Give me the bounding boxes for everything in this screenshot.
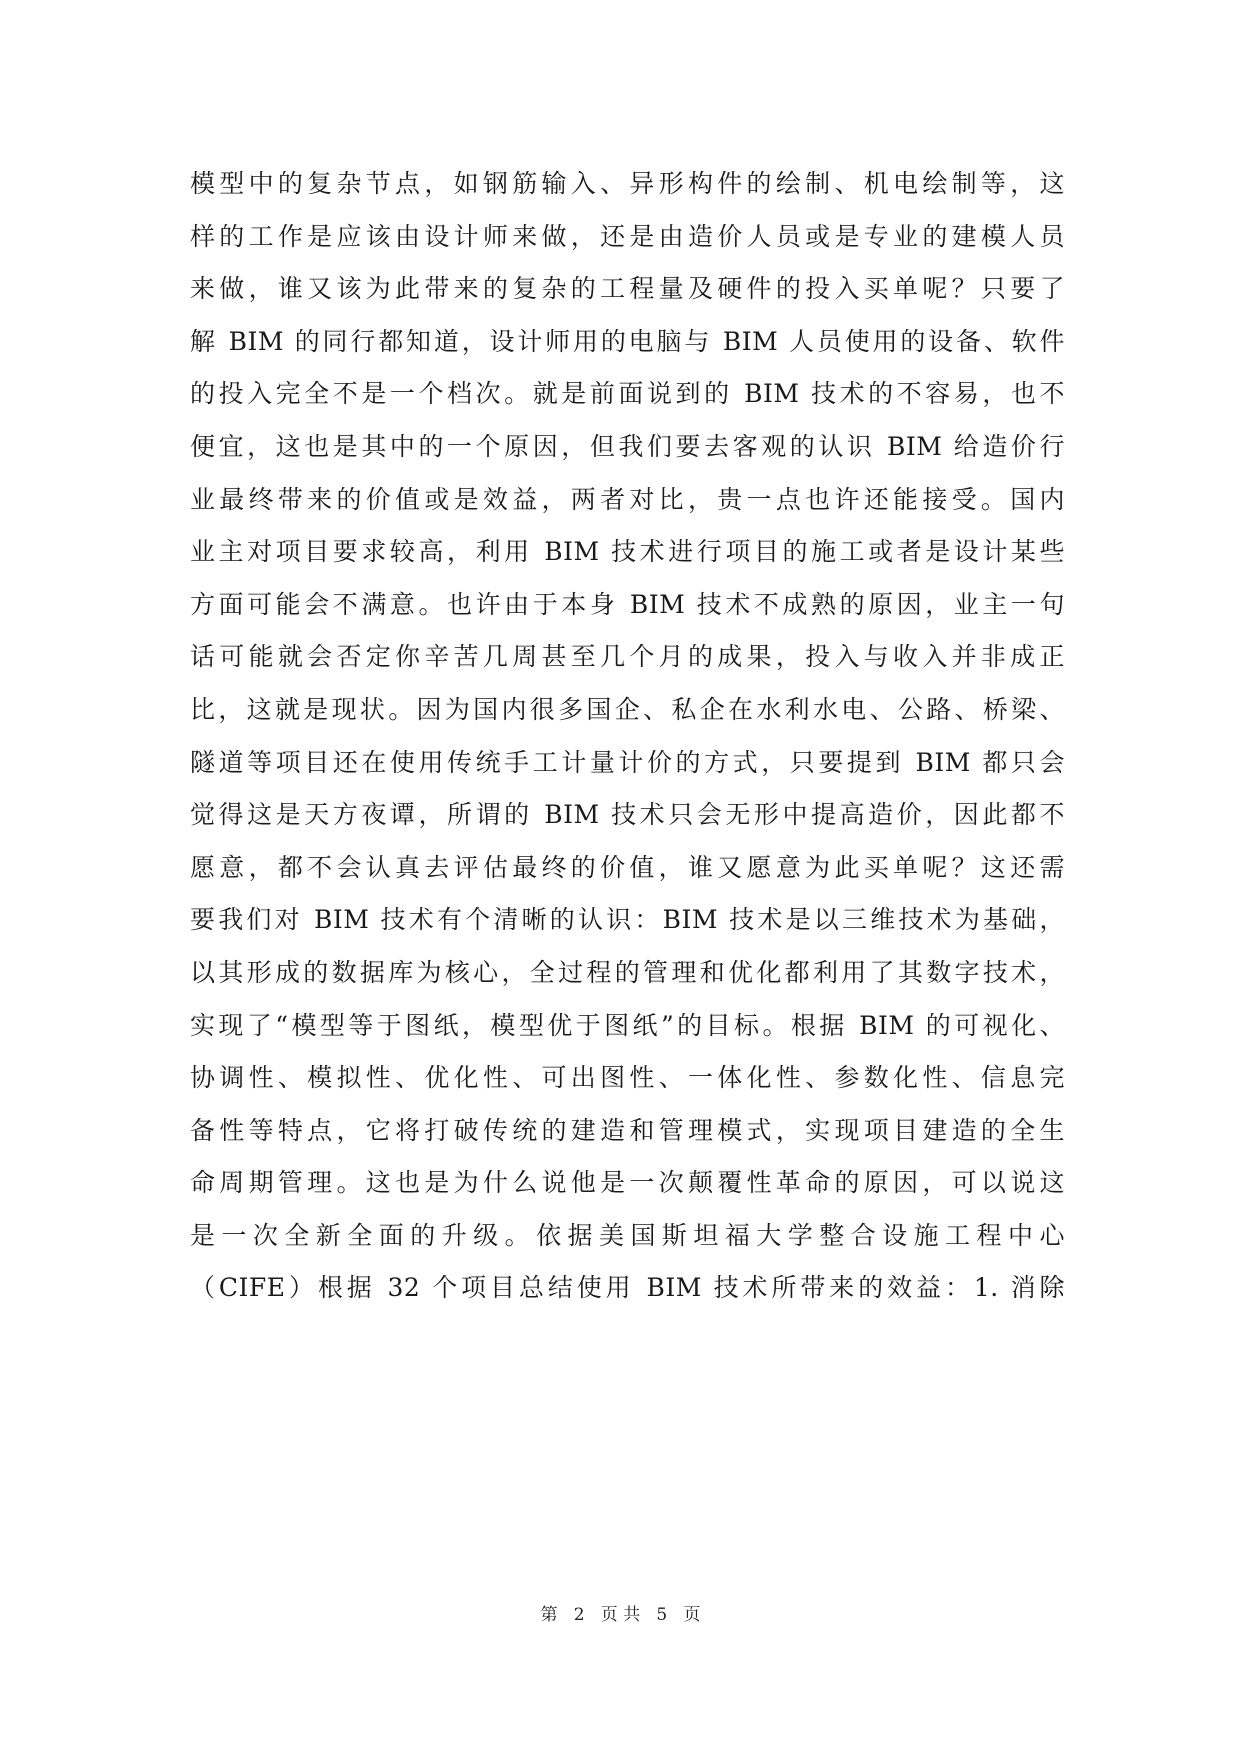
page-label-suffix: 页 bbox=[683, 1605, 701, 1625]
text-line-2: 样的工作是应该由设计师来做，还是由造价人员或是专业的建模人员 bbox=[190, 221, 1065, 251]
text-line-12: 隧道等项目还在使用传统手工计量计价的方式，只要提到 BIM 都只会 bbox=[190, 747, 1065, 777]
text-line-22: （CIFE）根据 32 个项目总结使用 BIM 技术所带来的效益：1. 消除 bbox=[190, 1273, 1065, 1303]
text-line-17: 实现了“模型等于图纸，模型优于图纸”的目标。根据 BIM 的可视化、 bbox=[190, 1010, 1065, 1040]
text-line-19: 备性等特点，它将打破传统的建造和管理模式，实现项目建造的全生 bbox=[190, 1115, 1065, 1145]
text-line-14: 愿意，都不会认真去评估最终的价值，谁又愿意为此买单呢？这还需 bbox=[190, 852, 1065, 882]
text-line-10: 话可能就会否定你辛苦几周甚至几个月的成果，投入与收入并非成正 bbox=[190, 642, 1065, 672]
text-line-5: 的投入完全不是一个档次。就是前面说到的 BIM 技术的不容易，也不 bbox=[190, 379, 1065, 409]
text-line-13: 觉得这是天方夜谭，所谓的 BIM 技术只会无形中提高造价，因此都不 bbox=[190, 800, 1065, 830]
text-line-6: 便宜，这也是其中的一个原因，但我们要去客观的认识 BIM 给造价行 bbox=[190, 431, 1065, 461]
text-line-20: 命周期管理。这也是为什么说他是一次颠覆性革命的原因，可以说这 bbox=[190, 1168, 1065, 1198]
current-page-number: 2 bbox=[573, 1605, 585, 1625]
total-pages-number: 5 bbox=[656, 1605, 668, 1625]
text-line-1: 模型中的复杂节点，如钢筋输入、异形构件的绘制、机电绘制等，这 bbox=[190, 169, 1065, 198]
text-line-3: 来做，谁又该为此带来的复杂的工程量及硬件的投入买单呢？只要了 bbox=[190, 274, 1065, 304]
text-line-16: 以其形成的数据库为核心，全过程的管理和优化都利用了其数字技术， bbox=[190, 957, 1065, 987]
text-line-11: 比，这就是现状。因为国内很多国企、私企在水利水电、公路、桥梁、 bbox=[190, 694, 1065, 724]
text-line-8: 业主对项目要求较高，利用 BIM 技术进行项目的施工或者是设计某些 bbox=[190, 537, 1065, 567]
page-label-mid: 页 共 bbox=[600, 1605, 641, 1625]
text-line-15: 要我们对 BIM 技术有个清晰的认识：BIM 技术是以三维技术为基础， bbox=[190, 905, 1065, 935]
page-footer bbox=[0, 1603, 1241, 1627]
text-line-4: 解 BIM 的同行都知道，设计师用的电脑与 BIM 人员使用的设备、软件 bbox=[190, 326, 1065, 356]
text-line-7: 业最终带来的价值或是效益，两者对比，贵一点也许还能接受。国内 bbox=[190, 484, 1065, 514]
page-label-prefix: 第 bbox=[540, 1605, 558, 1625]
text-line-9: 方面可能会不满意。也许由于本身 BIM 技术不成熟的原因，业主一句 bbox=[190, 589, 1065, 619]
text-line-21: 是一次全新全面的升级。依据美国斯坦福大学整合设施工程中心 bbox=[190, 1220, 1065, 1250]
text-line-18: 协调性、模拟性、优化性、可出图性、一体化性、参数化性、信息完 bbox=[190, 1063, 1065, 1093]
body-text bbox=[190, 158, 1065, 1315]
